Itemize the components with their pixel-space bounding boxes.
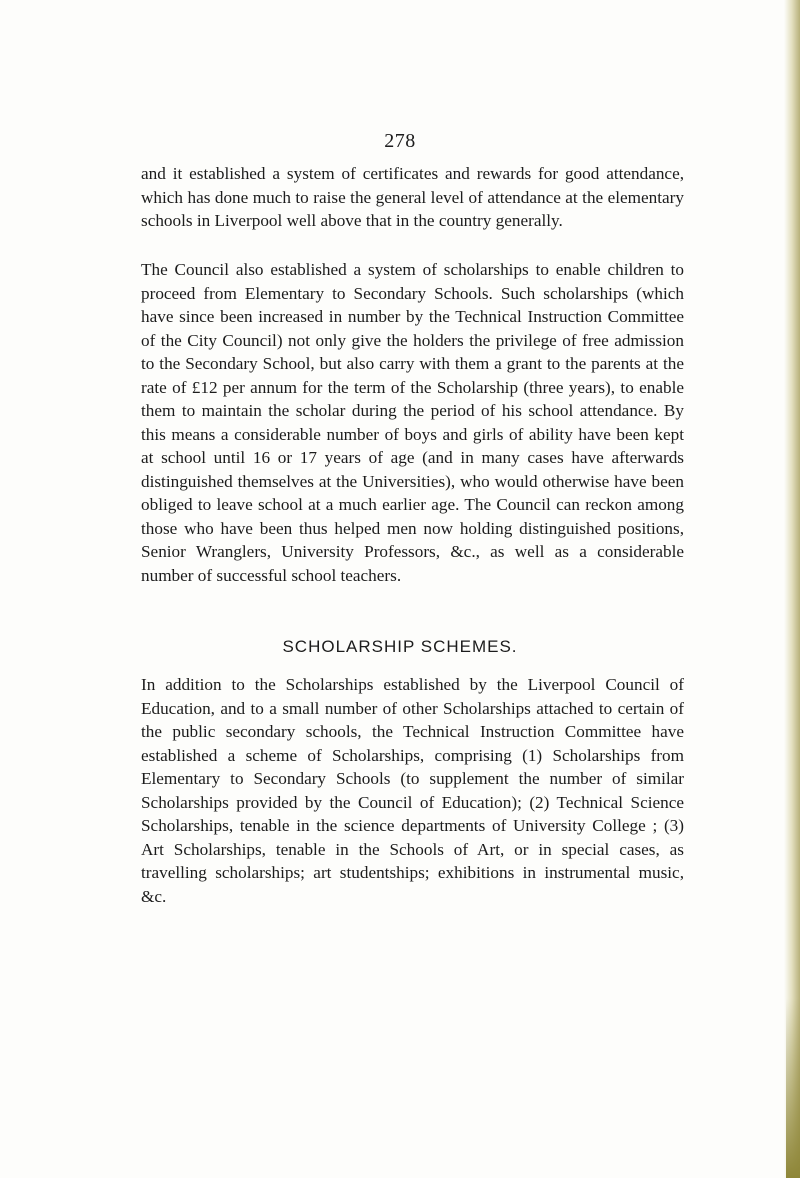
paragraph-text: The Council also established a system of scholarships to enable children to proceed from Elementary to Secondary Schools. Such scholarships (which have since been increased in number by the Technical Instruction Committee of the City Council) not only give the holders the privilege of free admission to the Secondary School, but also carry with them a grant to the parents at the rate of £12 per annum for the term of the Scholarship (three years), to enable them to maintain the scholar during the period of his school attendance. By this means a considerable number of boys and girls of ability have been kept at school until 16 or 17 years of age (and in many cases have afterwards distinguished themselves at the Universities), who would otherwise have been obliged to leave school at a much earlier age. The Council can reckon among those who have been thus helped men now holding distinguished positions, Senior Wranglers, University Professors, &c., as well as a considerable number of successful school teachers. (141, 260, 684, 585)
paragraph-scholarship-schemes (141, 673, 684, 908)
paragraph-text: In addition to the Scholarships established by the Liverpool Council of Education, and to a small number of other Scholarships attached to certain of the public secondary schools, the Technical Instruction Committee have established a scheme of Scholarships, comprising (1) Scholarships from Elementary to Secondary Schools (to supplement the number of similar Scholarships provided by the Council of Education); (2) Technical Science Scholarships, tenable in the science departments of University College ; (3) Art Scholarships, tenable in the Schools of Art, or in special cases, as travelling scholarships; art studentships; exhibitions in instrumental music, &c. (141, 675, 684, 906)
section-heading: SCHOLARSHIP SCHEMES. (282, 637, 518, 656)
paragraph-scholarships (141, 258, 684, 587)
paragraph-attendance (141, 162, 684, 233)
page-edge-shadow-bottom (786, 998, 800, 1178)
page-number: 278 (384, 130, 416, 152)
paragraph-text: and it established a system of certificates and rewards for good attendance, which has done much to raise the general level of attendance at the elementary schools in Liverpool well above that in the country generally. (141, 164, 684, 230)
